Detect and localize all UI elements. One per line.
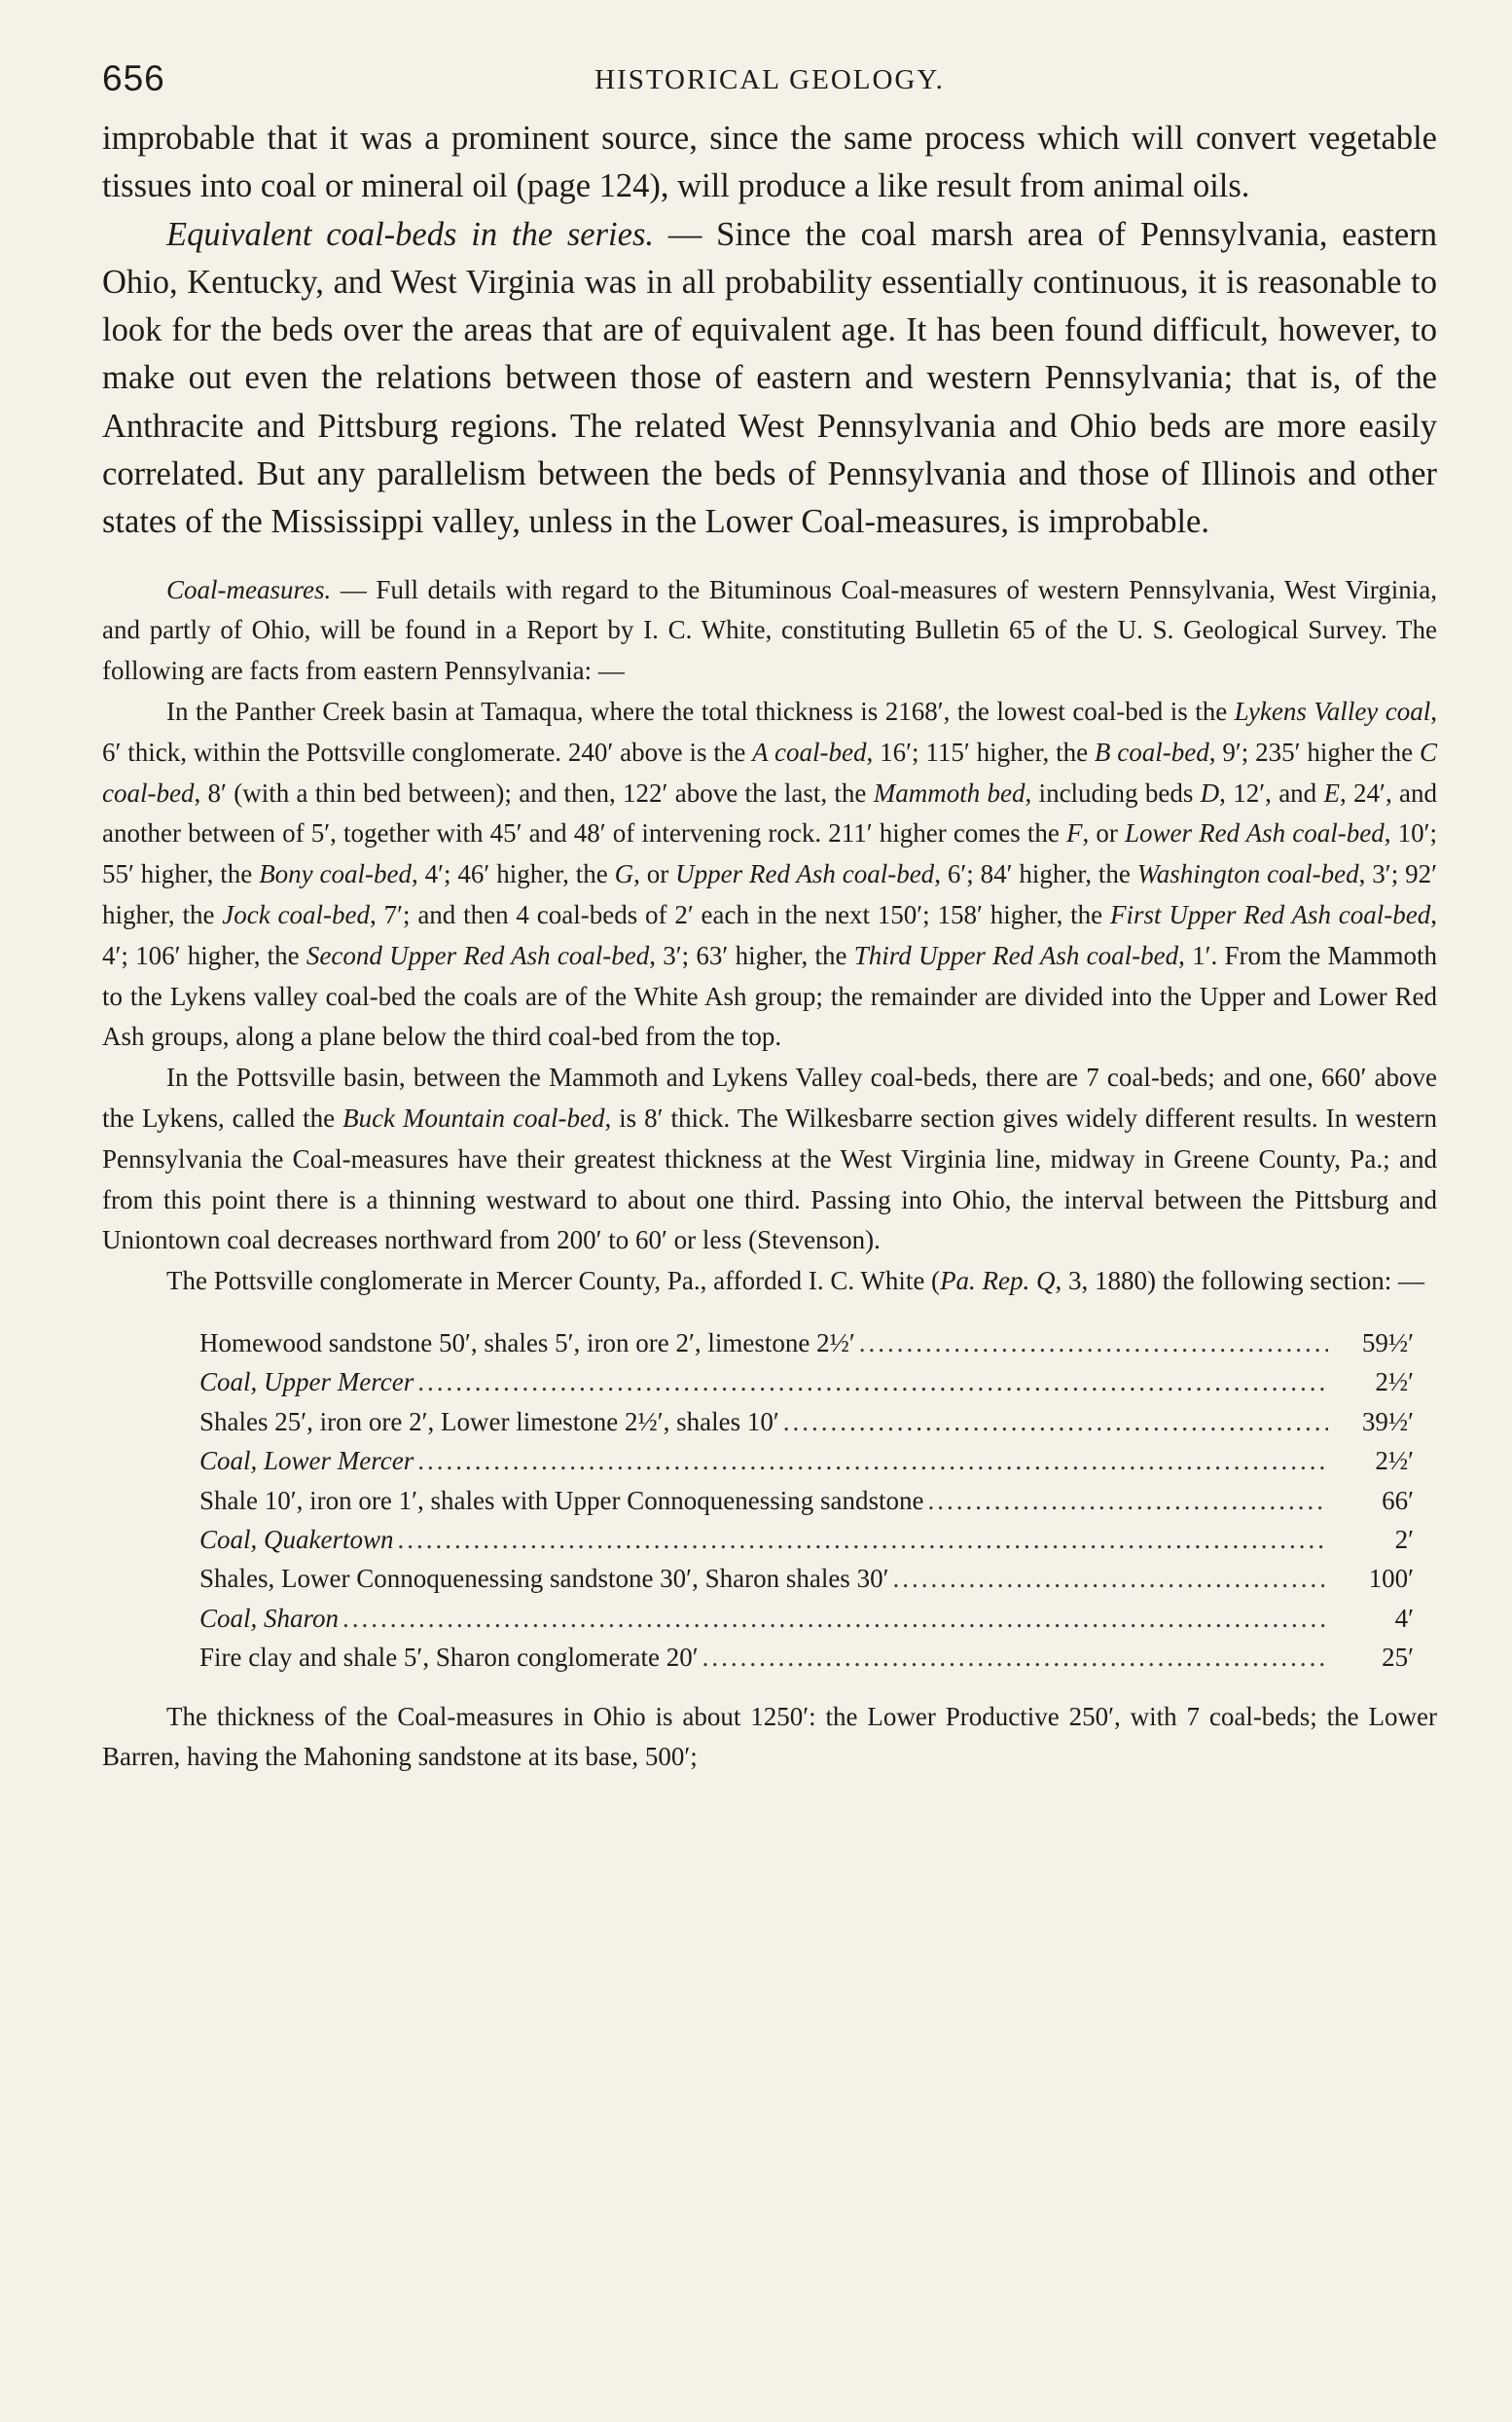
note-coal-measures	[102, 570, 1437, 692]
note-text-segment: , 16′; 115′ higher, the	[866, 737, 1095, 767]
note-text-segment: , 12′, and	[1219, 777, 1324, 808]
note-text-segment: , 10′; 55′ higher, the	[102, 818, 1437, 889]
dot-leader	[417, 1441, 1328, 1480]
citation: Pa. Rep. Q	[940, 1266, 1056, 1296]
note-text-segment: , 3′; 92′ higher, the	[102, 859, 1437, 930]
note-panther-creek	[102, 692, 1437, 1058]
note-text-segment: , 4′; 106′ higher, the	[102, 900, 1437, 970]
coal-bed-name: B coal-bed	[1094, 737, 1209, 767]
dot-leader	[927, 1481, 1328, 1520]
coal-bed-name: Jock coal-bed	[222, 900, 371, 930]
coal-bed-name: E	[1323, 777, 1340, 808]
strata-section-table	[199, 1323, 1414, 1678]
note-text-segment: , 3, 1880) the following section: —	[1055, 1266, 1424, 1296]
note-text-segment: , is 8′ thick. The Wilkesbarre section gives widely different results. In western Pennsylvania the Coal-measures have their greatest thickness at the West Virginia line, midway in Greene County, Pa.; and from this point there is a thinning westward to about one third. Passing into Ohio, the interval between the Pittsburg and Uniontown coal decreases northward from 200′ to 60′ or less (Stevenson).	[102, 1103, 1438, 1255]
note-ohio-thickness: The thickness of the Coal-measures in Ohio is about 1250′: the Lower Productive 250′, with 7 coal-beds; the Lower Barren, having the Mahoning sandstone at its base, 500′;	[102, 1701, 1437, 1772]
coal-bed-name: Buck Mountain coal-bed	[342, 1103, 605, 1134]
note-text-segment: , 6′ thick, within the Pottsville conglomerate. 240′ above is the	[102, 697, 1437, 767]
note-heading: Coal-measures.	[166, 574, 332, 604]
section-row-thickness: 100′	[1368, 1564, 1414, 1594]
note-text-segment: , or	[1082, 818, 1125, 849]
section-row-thickness: 2½′	[1375, 1367, 1414, 1397]
note-text	[102, 570, 1437, 1779]
note-mercer-county	[102, 1261, 1437, 1302]
section-row-thickness: 2′	[1394, 1525, 1414, 1555]
note-text-segment: , 6′; 84′ higher, the	[934, 859, 1137, 889]
page-header	[102, 56, 1437, 115]
section-row-description: Coal, Sharon	[199, 1603, 340, 1633]
section-row	[199, 1441, 1414, 1480]
note-text-segment: , 3′; 63′ higher, the	[649, 940, 854, 970]
note-text-segment: , 24′, and another between of 5′, together with 45′ and 48′ of intervening rock. 211′ higher comes the	[102, 777, 1438, 849]
dot-leader	[859, 1323, 1328, 1362]
note-text-segment: , including beds	[1025, 777, 1201, 808]
note-text-segment: In the Pottsville basin, between the Mammoth and Lykens Valley coal-beds, there are 7 coal-beds; and one, 660′ above the Lykens, called the	[102, 1063, 1437, 1134]
section-row	[199, 1481, 1414, 1520]
coal-bed-name: First Upper Red Ash coal-bed	[1110, 900, 1431, 930]
section-row-thickness: 59½′	[1361, 1328, 1414, 1358]
dot-leader	[342, 1599, 1328, 1638]
section-row-thickness: 39½′	[1361, 1406, 1414, 1436]
section-row-description: Coal, Upper Mercer	[199, 1367, 414, 1397]
paragraph-text: — Since the coal marsh area of Pennsylvania, eastern Ohio, Kentucky, and West Virginia was in all probability essentially continuous, it is reasonable to look for the beds over the areas that are of equivalent age. It has been found difficult, however, to make out even the relations between those of eastern and western Pennsylvania; that is, of the Anthracite and Pittsburg regions. The related West Pennsylvania and Ohio beds are more easily correlated. But any parallelism between the beds of Pennsylvania and those of Illinois and other states of the Mississippi valley, unless in the Lower Coal-measures, is improbable.	[102, 215, 1437, 541]
coal-bed-name: Upper Red Ash coal-bed	[675, 859, 935, 889]
note-text-segment: , or	[633, 859, 676, 889]
running-title: HISTORICAL GEOLOGY.	[594, 64, 945, 95]
section-row	[199, 1323, 1414, 1362]
dot-leader	[892, 1559, 1328, 1598]
coal-bed-name: Bony coal-bed	[259, 859, 413, 889]
paragraph-continuation: improbable that it was a prominent source, since the same process which will convert vegetable tissues into coal or mineral oil (page 124), will produce a like result from animal oils.	[102, 120, 1437, 205]
note-pottsville-basin	[102, 1058, 1437, 1261]
coal-bed-name: Third Upper Red Ash coal-bed	[853, 940, 1179, 970]
section-row-thickness: 25′	[1382, 1643, 1414, 1673]
dot-leader	[417, 1362, 1328, 1401]
main-text	[102, 115, 1437, 547]
dot-leader	[398, 1520, 1329, 1559]
paragraph-heading: Equivalent coal-beds in the series.	[166, 215, 654, 253]
note-text-segment: — Full details with regard to the Bituminous Coal-measures of western Pennsylvania, West Virginia, and partly of Ohio, will be found in a Report by I. C. White, constituting Bulletin 65 of the U. S. Geological Survey. The following are facts from eastern Pennsylvania: —	[102, 574, 1437, 686]
coal-bed-name: Lower Red Ash coal-bed	[1124, 818, 1385, 849]
coal-bed-name: G	[614, 859, 634, 889]
note-text-segment: , 4′; 46′ higher, the	[412, 859, 615, 889]
section-row-thickness: 2½′	[1375, 1446, 1414, 1476]
paragraph-equivalent-coal-beds	[102, 211, 1437, 547]
section-row-description: Fire clay and shale 5′, Sharon conglomerate 20′	[199, 1643, 699, 1673]
section-row-description: Shale 10′, iron ore 1′, shales with Upper Connoquenessing sandstone	[199, 1485, 924, 1515]
coal-bed-name: A coal-bed	[752, 737, 867, 767]
section-row	[199, 1520, 1414, 1559]
section-row	[199, 1362, 1414, 1401]
section-row	[199, 1638, 1414, 1677]
section-row-description: Coal, Quakertown	[199, 1525, 394, 1555]
section-row-description: Shales, Lower Connoquenessing sandstone 30′, Sharon shales 30′	[199, 1564, 889, 1594]
note-text-segment: , 8′ (with a thin bed between); and then, 122′ above the last, the	[194, 777, 874, 808]
section-row-description: Homewood sandstone 50′, shales 5′, iron ore 2′, limestone 2½′	[199, 1328, 855, 1358]
coal-bed-name: C coal-bed	[102, 737, 1438, 808]
book-page	[102, 56, 1437, 1778]
note-text-segment: The Pottsville conglomerate in Mercer County, Pa., afforded I. C. White (	[166, 1266, 941, 1296]
coal-bed-name: F	[1066, 818, 1083, 849]
note-text-segment: , 1′. From the Mammoth to the Lykens valley coal-bed the coals are of the White Ash group; the remainder are divided into the Upper and Lower Red Ash groups, along a plane below the third coal-bed from the top.	[102, 940, 1437, 1052]
section-row	[199, 1402, 1414, 1441]
dot-leader	[702, 1638, 1328, 1677]
note-text-segment: , 7′; and then 4 coal-beds of 2′ each in the next 150′; 158′ higher, the	[370, 900, 1110, 930]
dot-leader	[783, 1402, 1328, 1441]
coal-bed-name: Mammoth bed	[873, 777, 1026, 808]
section-row	[199, 1559, 1414, 1598]
page-number: 656	[102, 58, 165, 98]
coal-bed-name: Second Upper Red Ash coal-bed	[306, 940, 650, 970]
coal-bed-name: Lykens Valley coal	[1234, 697, 1431, 727]
note-text-segment: , 9′; 235′ higher the	[1208, 737, 1420, 767]
section-row-thickness: 66′	[1382, 1485, 1414, 1515]
note-text-segment: In the Panther Creek basin at Tamaqua, where the total thickness is 2168′, the lowest coal-bed is the	[166, 697, 1235, 727]
section-row	[199, 1599, 1414, 1638]
section-row-thickness: 4′	[1394, 1603, 1414, 1633]
section-row-description: Shales 25′, iron ore 2′, Lower limestone 2½′, shales 10′	[199, 1406, 779, 1436]
coal-bed-name: D	[1200, 777, 1220, 808]
coal-bed-name: Washington coal-bed	[1136, 859, 1359, 889]
section-row-description: Coal, Lower Mercer	[199, 1446, 414, 1476]
